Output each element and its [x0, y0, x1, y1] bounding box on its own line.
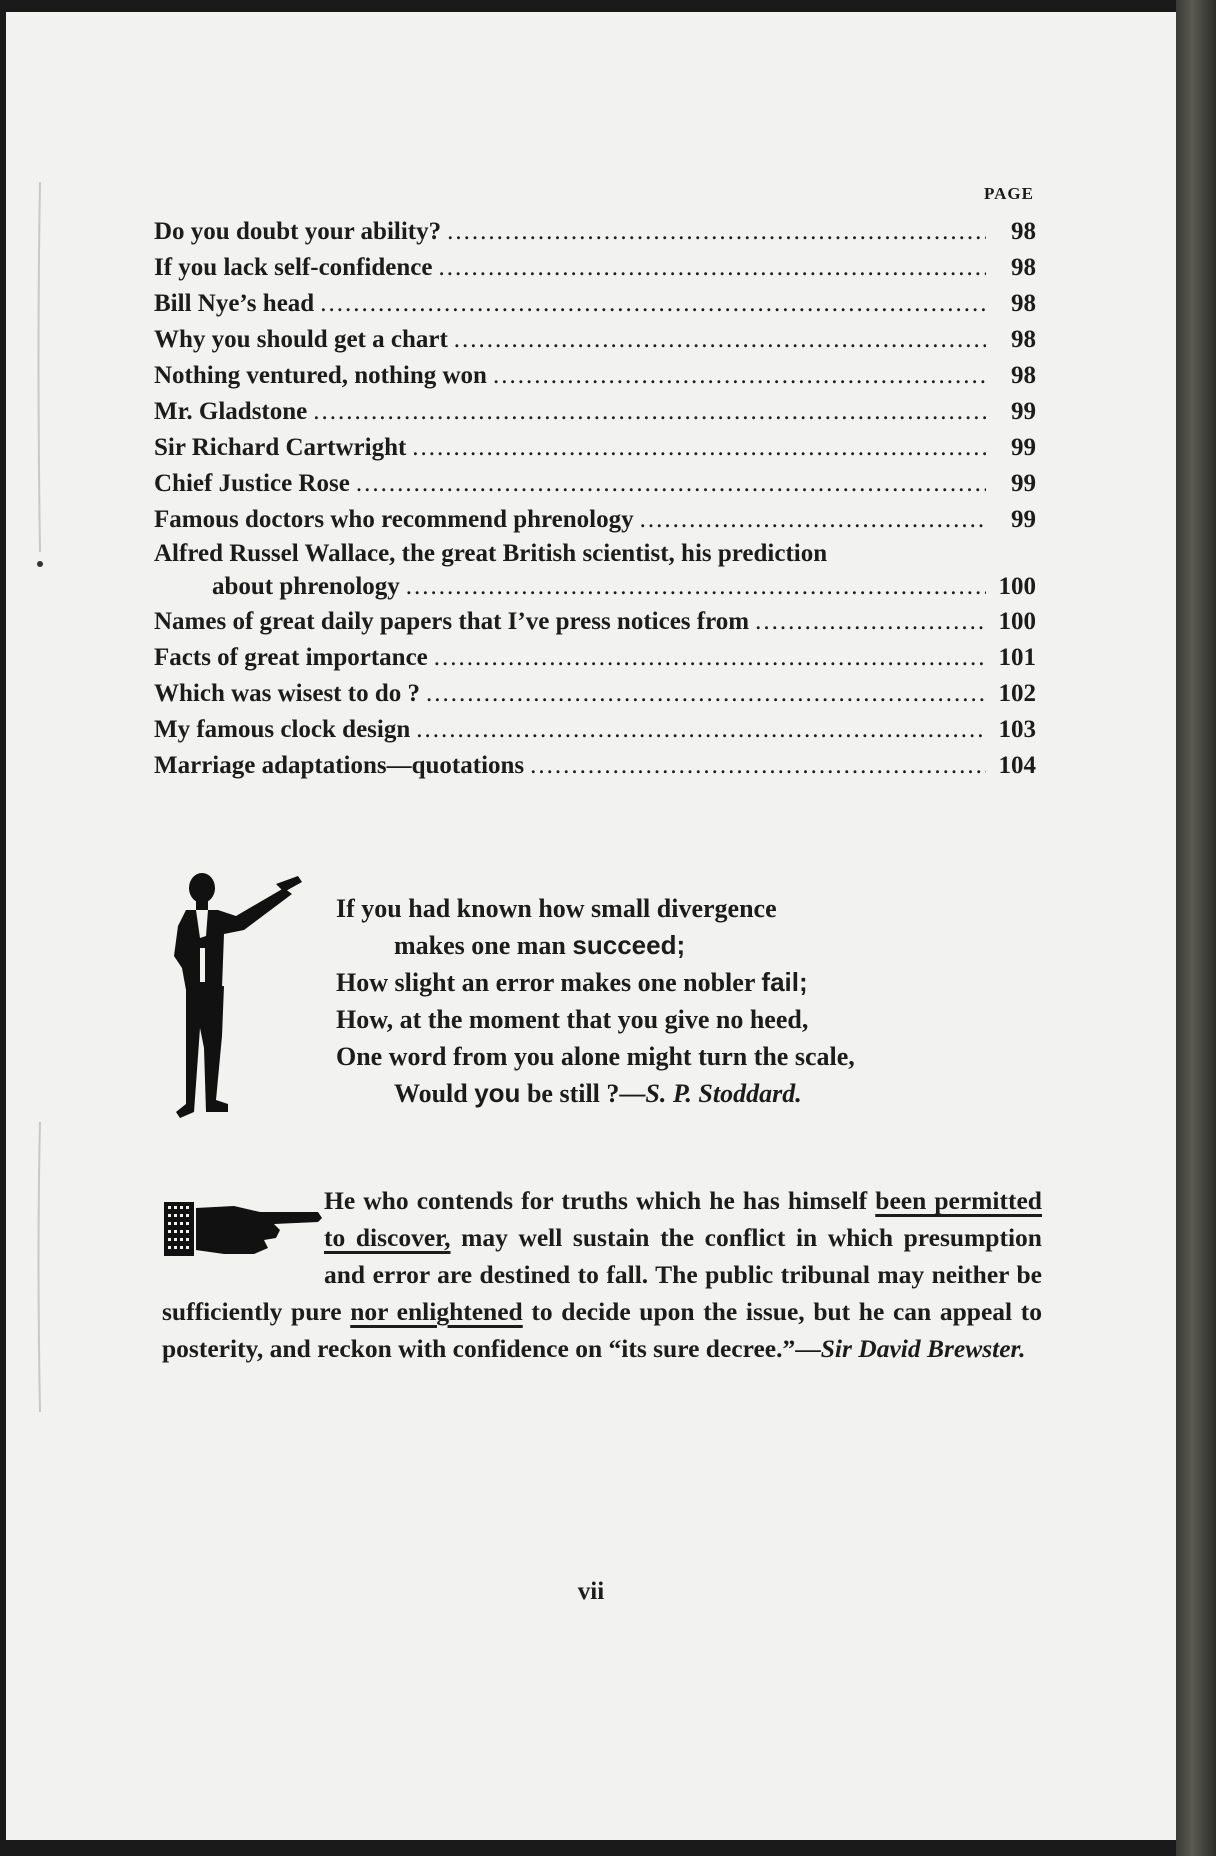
toc-entry: Names of great daily papers that I’ve press notices from ..... 100: [154, 604, 1036, 640]
toc-entry: Facts of great importance ..... 101: [154, 640, 1036, 676]
binding-marks: [36, 152, 44, 1552]
toc-entry: Bill Nye’s head ..... 98: [154, 286, 1036, 322]
underlined-phrase: nor enlightened: [350, 1297, 523, 1326]
poem-line: One word from you alone might turn the scale,: [336, 1042, 855, 1071]
toc-page-column-header: PAGE: [984, 184, 1034, 203]
poem-attribution: S. P. Stoddard.: [645, 1079, 802, 1108]
toc-entry: Why you should get a chart ..... 98: [154, 322, 1036, 358]
toc-entry: If you lack self-confidence ..... 98: [154, 250, 1036, 286]
book-page: [6, 12, 1176, 1840]
toc-entry: Famous doctors who recommend phrenology ..... 99: [154, 502, 1036, 538]
toc-entry: Marriage adaptations—quotations ..... 104: [154, 748, 1036, 784]
brewster-quote: He who contends for truths which he has himself been permitted to discover, may well sustain the conflict in which presumption and error are destined to fall. The public tribunal may neither be sufficiently pure nor enlightened to decide upon the issue, but he can appeal to posterity, and reckon with confidence on “its sure decree.”—Sir David Brewster.: [162, 1186, 1042, 1363]
pointing-man-silhouette-icon: [156, 868, 306, 1128]
poem-line: makes one man succeed;: [394, 930, 686, 960]
underlined-phrase: been permitted to discover,: [324, 1186, 1042, 1252]
toc-entry-line2: about phrenology: [212, 573, 400, 600]
toc-entry: Mr. Gladstone ..... 99: [154, 394, 1036, 430]
table-of-contents: [154, 184, 1036, 784]
toc-entry: My famous clock design ..... 103: [154, 712, 1036, 748]
poem-line: How, at the moment that you give no heed,: [336, 1005, 809, 1034]
page-number: vii: [577, 1578, 605, 1605]
poem-line: If you had known how small divergence: [336, 894, 777, 923]
toc-entry-line1: Alfred Russel Wallace, the great British scientist, his prediction: [154, 540, 828, 567]
toc-entry: Sir Richard Cartwright ..... 99: [154, 430, 1036, 466]
quote-attribution: Sir David Brewster.: [820, 1334, 1026, 1363]
toc-entry: Nothing ventured, nothing won ..... 98: [154, 358, 1036, 394]
toc-entry-page: 100: [998, 573, 1036, 600]
poem-line: How slight an error makes one nobler fail;: [336, 967, 808, 997]
toc-entry-multiline: [154, 538, 1036, 604]
toc-entry: Which was wisest to do ? ..... 102: [154, 676, 1036, 712]
toc-entry: Chief Justice Rose ..... 99: [154, 466, 1036, 502]
poem: [336, 890, 855, 1112]
toc-entry: Do you doubt your ability? ..... 98: [154, 214, 1036, 250]
book-spine-edge: [1176, 0, 1216, 1856]
poem-line: Would you be still ?—S. P. Stoddard.: [394, 1078, 802, 1108]
